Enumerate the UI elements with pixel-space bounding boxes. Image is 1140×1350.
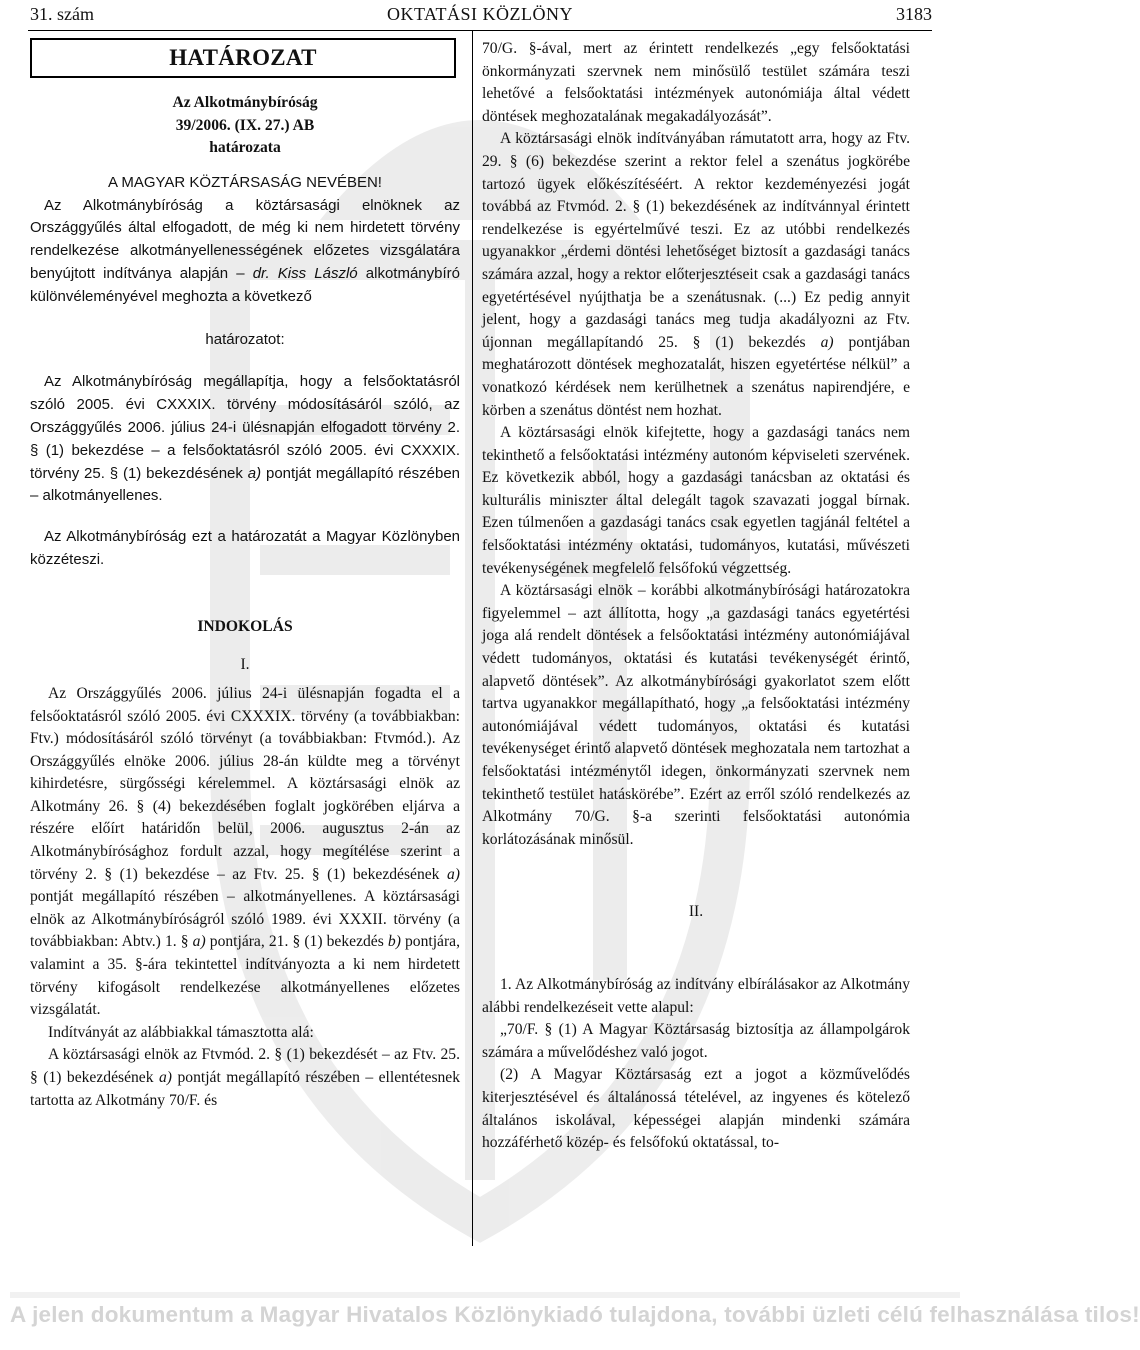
- ruling-paragraph: Az Alkotmánybíróság megállapítja, hogy a felsőoktatásról szóló 2005. évi CXXXIX. törvény módosításáról szóló, az Országgyűlés 2006. július 24-i ülésnapján elfogadott törvény 2. § (1) bekezdése – a felsőoktatásról szóló 2005. évi CXXXIX. törvény 25. § (1) bekezdésének a) pontját megállapító részében – alkotmányellenes.: [30, 373, 461, 505]
- case-number: 39/2006. (IX. 27.) AB: [175, 116, 315, 134]
- journal-title: OKTATÁSI KÖZLÖNY: [386, 4, 574, 24]
- right-paragraph-2: A köztársasági elnök indítványában rámutatott arra, hogy az Ftv. 29. § (6) bekezdése szerint a rektor felel a szenátus jogkörébe tartozó ügyek előkészítéséért. A rektor kezdeményezési jogát továbbá az Ftvmód. 2. § (1) bekezdésének az indítvánnyal érintett rendelkezése is egyértelművé teszi. Ez az utóbbi rendelkezés ugyanakkor „érdemi döntési lehetőséget biztosít a gazdasági tanács számára azzal, hogy a rektor előterjesztéseit csak a gazdasági tanács egyetértésével nyújthatja be a szenátusnak. (...) Ez pedig annyit jelent, hogy a gazdasági tanács meg tudja akadályozni az Ftv. újonnan megállapítandó 25. § (1) bekezdés a) pontjában meghatározott döntések meghozatalát, hiszen egyetértése nélkül” a vonatkozó kérdések nem kerülhetnek a szenátus napirendjére, e körben a szenátus döntést nem hozhat.: [482, 130, 910, 419]
- header-rule: [28, 30, 932, 31]
- reasons-heading: INDOKOLÁS: [197, 617, 293, 635]
- page-header: [28, 4, 932, 28]
- issue-number: 31. szám: [30, 4, 94, 24]
- title-box: [30, 38, 456, 78]
- column-divider: [472, 31, 473, 1246]
- decision-word: határozata: [209, 139, 281, 157]
- right-paragraph-5: 1. Az Alkotmánybíróság az indítvány elbírálásakor az Alkotmány alábbi rendelkezéseit vette alapul:: [482, 975, 910, 1016]
- right-paragraph-3: A köztársasági elnök kifejtette, hogy a gazdasági tanács nem tekinthető a felsőoktatási intézmény autonóm képviseleti szervének. Ez következik abból, hogy a gazdasági tanácsban az oktatási és kulturális miniszter által delegált tagok szavazati joggal bírnak. Ezen túlmenően a gazdasági tanács csak egyetlen tagjánál feltétel a felsőoktatási intézmény oktatási, tudományos, kutatási, művészeti tevékenységének megfelelő felsőfokú végzettség.: [482, 424, 910, 577]
- paragraph-1: Az Országgyűlés 2006. július 24-i ülésnapján fogadta el a felsőoktatásról szóló 2005. évi CXXXIX. törvény (a továbbiakban: Ftv.) módosításáról szóló törvényt (a továbbiakban: Ftvmód.). Az Országgyűlés elnöke 2006. július 28-án küldte meg a törvényt kihirdetésre, sürgősségi kérelemmel. A köztársasági elnök az Alkotmány 26. § (4) bekezdésében foglalt jogkörében eljárva a részére előírt határidőn belül, 2006. augusztus 2-án az Alkotmánybírósághoz fordult azzal, hogy megítélése szerint a törvény 2. § (1) bekezdése – az Ftv. 25. § (1) bekezdésének a) pontját megállapító részében – alkotmányellenes. A köztársasági elnök az Alkotmánybíróságról szóló 1989. évi XXXII. törvény (a továbbiakban: Abtv.) 1. § a) pontjára, 21. § (1) bekezdés b) pontjára, valamint a 35. §-ára tekintettel indítványozta a ki nem hirdetett törvény kifogásolt rendelkezése alkotmányellenes előzetes vizsgálatát.: [30, 684, 460, 1019]
- court-name: Az Alkotmánybíróság: [172, 94, 318, 111]
- page-number: 3183: [896, 4, 932, 24]
- intro-paragraph: Az Alkotmánybíróság a köztársasági elnöknek az Országgyűlés által elfogadott, de még ki nem hirdetett törvény rendelkezése alkotmányellenességének előzetes vizsgálatára benyújtott indítványa alapján – dr. Kiss László alkotmánybíró különvéleményével meghozta a következő: [30, 196, 460, 305]
- constitution-quote-2: (2) A Magyar Köztársaság ezt a jogot a közművelődés kiterjesztésével és általánossá tételével, az ingyenes és kötelező általános iskolával, képességei alapján mindenki számára hozzáférhető közép- és felsőfokú oktatással, to-: [482, 1066, 910, 1152]
- right-paragraph-1: 70/G. §-ával, mert az érintett rendelkezés „egy felsőoktatási önkormányzati szervnek nem minősülő testület számára teszi lehetővé a felsőoktatási intézmények autonómiája által védett döntések meghozatalának megakadályozását”.: [482, 40, 910, 125]
- left-column: [30, 38, 460, 1112]
- ownership-watermark: A jelen dokumentum a Magyar Hivatalos Közlönykiadó tulajdona, további üzleti célú felhasználása tilos!: [10, 1292, 960, 1344]
- ruling-label: határozatot:: [205, 330, 285, 348]
- paragraph-2: Indítványát az alábbiakkal támasztotta alá:: [48, 1023, 314, 1041]
- right-column: [482, 38, 910, 1155]
- paragraph-3: A köztársasági elnök az Ftvmód. 2. § (1) bekezdését – az Ftv. 25. § (1) bekezdésének a) pontját megállapító részében – ellentétesnek tartotta az Alkotmány 70/F. és: [30, 1046, 461, 1109]
- judge-name: dr. Kiss László: [252, 264, 358, 282]
- right-paragraph-4: A köztársasági elnök – korábbi alkotmánybírósági határozatokra figyelemmel – azt állította, hogy „a gazdasági tanács egyetértési joga alá rendelt döntések a felsőoktatási intézmény autonómiájával védett tudományos, oktatási és kutatási tevékenységét érintő, alapvető döntések”. Az alkotmánybírósági gyakorlatot szem előtt tartva ugyanakkor megállapítható, hogy „a felsőoktatási intézmény autonómiájával védett tudományos, oktatási és kutatási tevékenységet érintő alapvető döntések meghozatala nem tartozhat a felsőoktatási intézménytől idegen, önkormányzati szervnek nem tekinthető testület hatáskörébe”. Ezért az erről szóló rendelkezés az Alkotmány 70/G. §-a szerinti felsőoktatási autonómia korlátozásának minősül.: [482, 582, 910, 848]
- nation-heading: A MAGYAR KÖZTÁRSASÁG NEVÉBEN!: [108, 173, 382, 191]
- section-heading-1: I.: [240, 656, 250, 674]
- document-title: HATÁROZAT: [169, 45, 317, 70]
- constitution-quote-1: „70/F. § (1) A Magyar Köztársaság biztosítja az állampolgárok számára a művelődéshez való jogot.: [482, 1021, 910, 1061]
- publication-paragraph: Az Alkotmánybíróság ezt a határozatát a Magyar Közlönyben közzéteszi.: [30, 528, 460, 568]
- section-heading-2: II.: [688, 903, 704, 921]
